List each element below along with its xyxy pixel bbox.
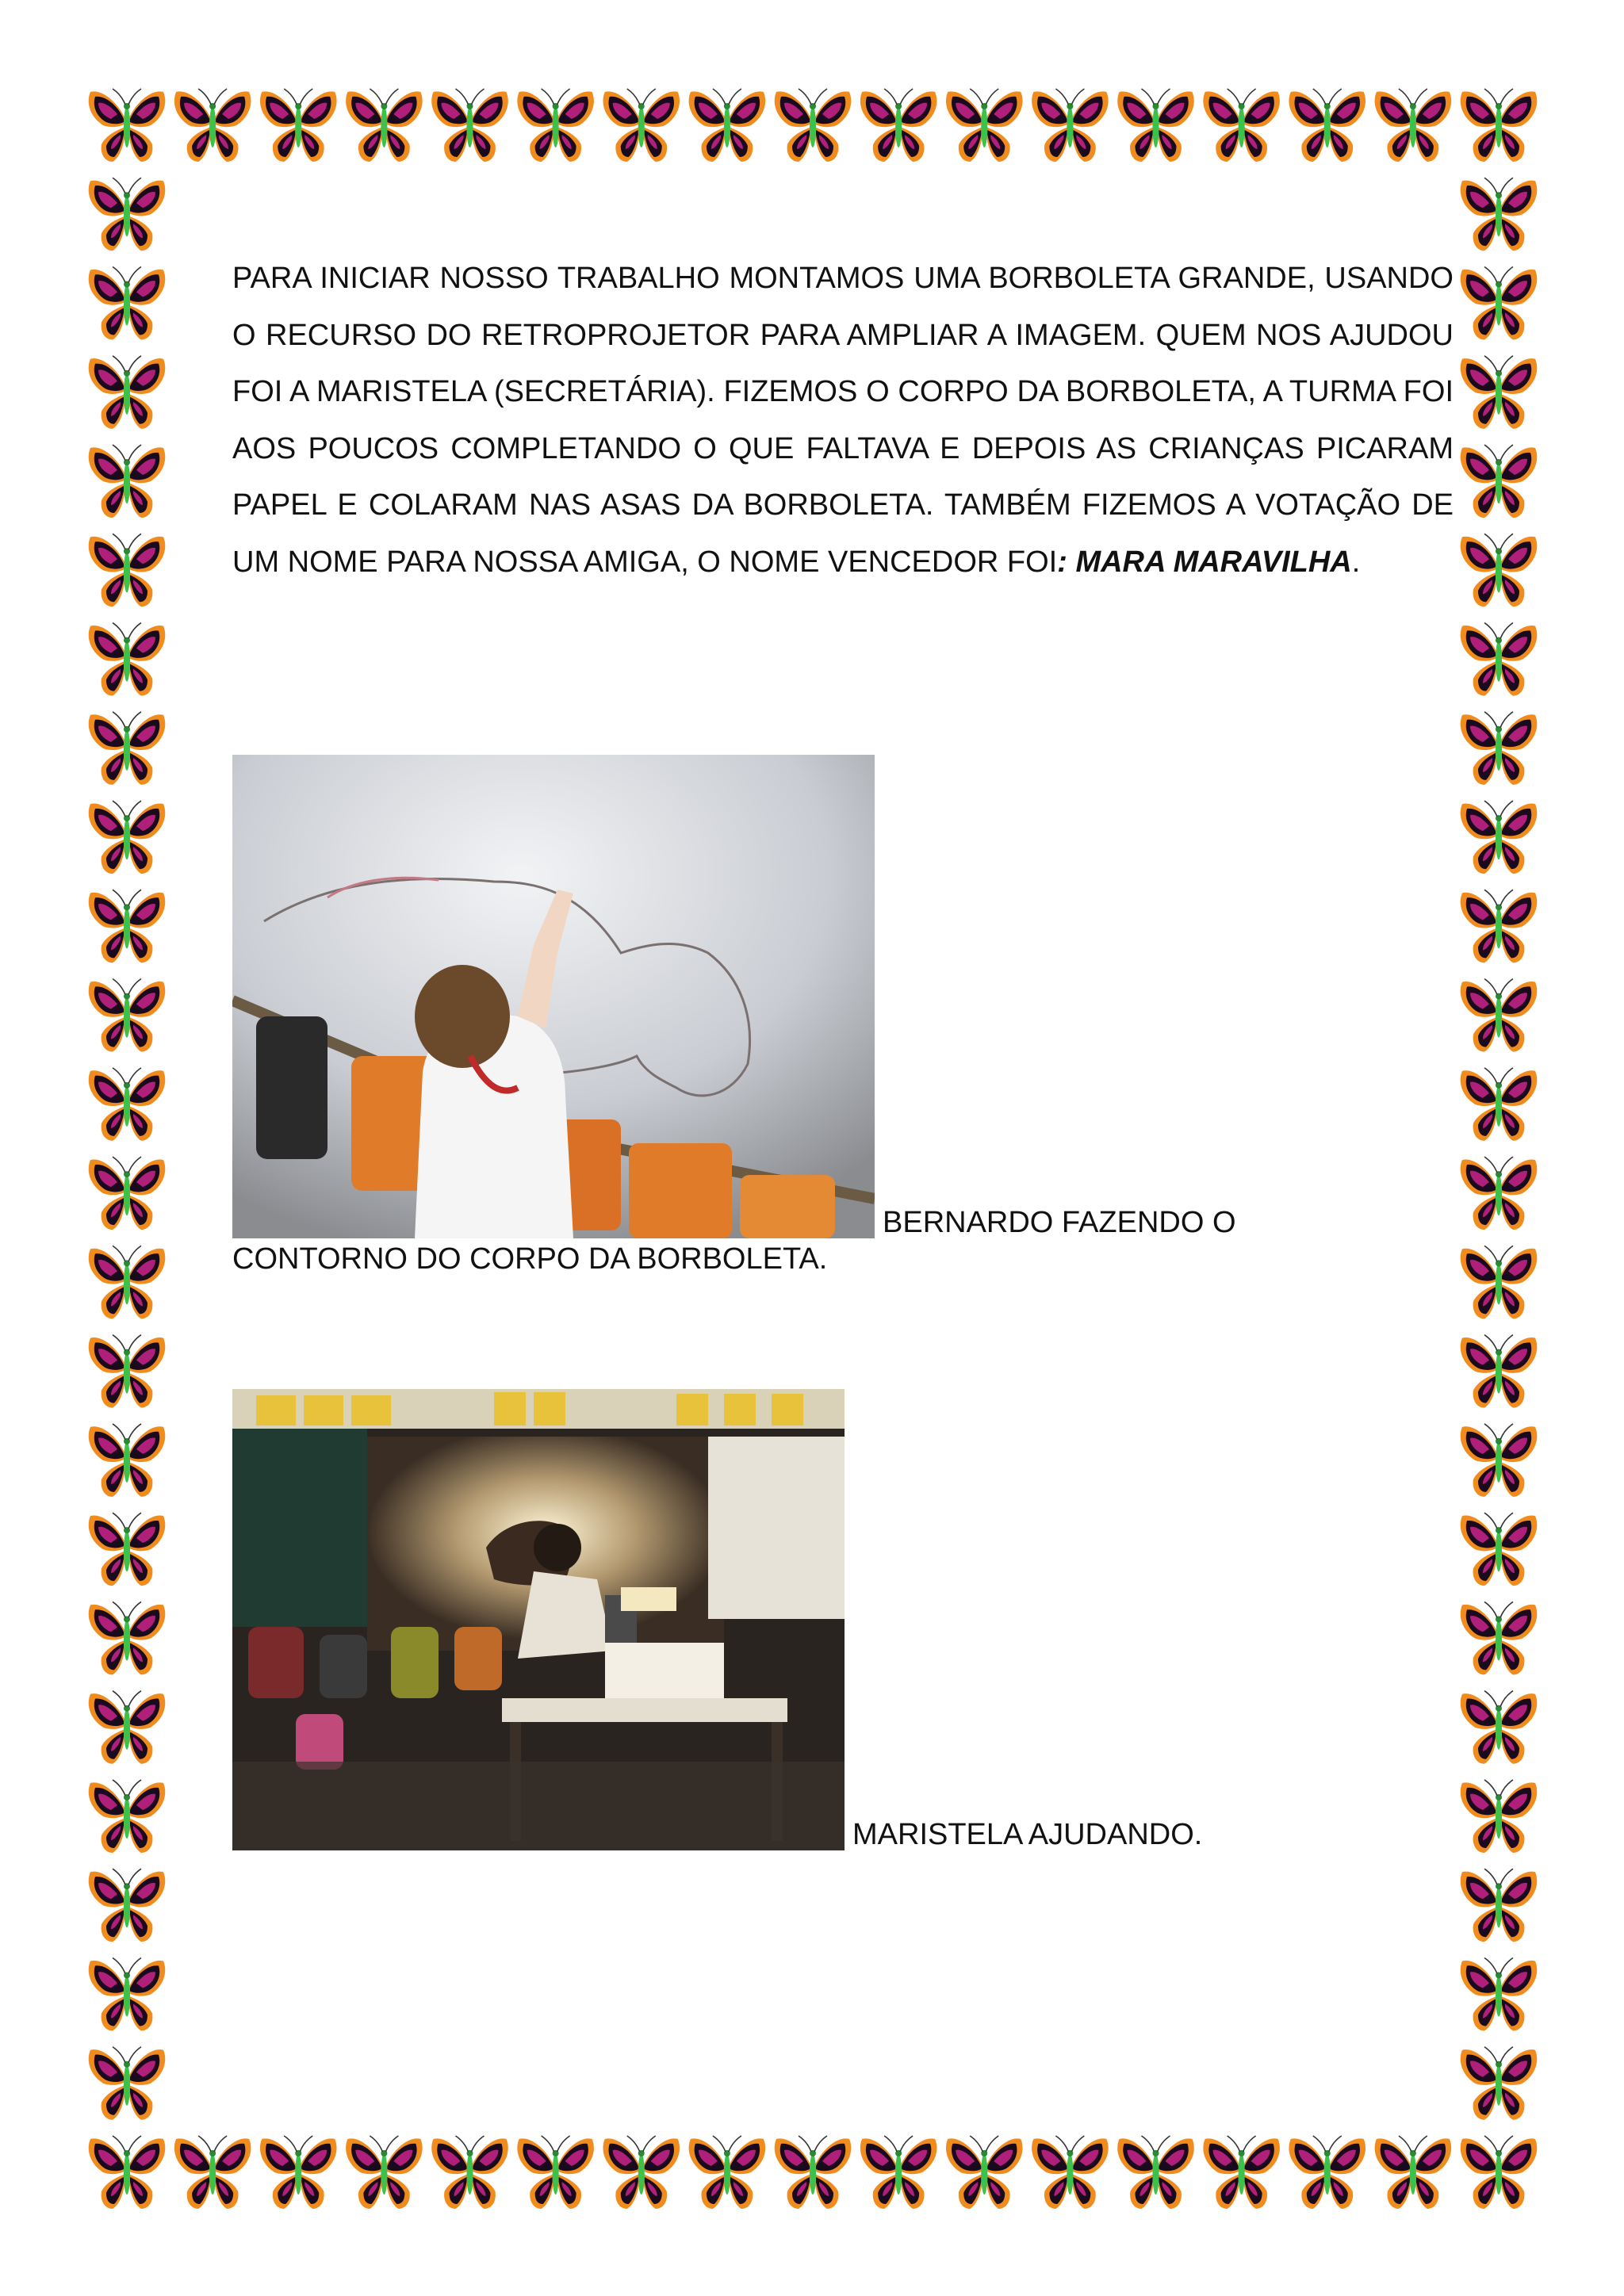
butterfly-icon xyxy=(1461,1068,1538,1141)
butterfly-icon xyxy=(89,890,166,962)
butterfly-icon xyxy=(1461,801,1538,874)
butterfly-icon xyxy=(89,356,166,429)
butterfly-icon xyxy=(260,2136,337,2209)
butterfly-icon xyxy=(1461,89,1538,162)
photo-block-bernardo xyxy=(232,755,1236,1275)
butterfly-icon xyxy=(1117,89,1194,162)
butterfly-icon xyxy=(860,2136,937,2209)
butterfly-icon xyxy=(89,1691,166,1764)
butterfly-icon xyxy=(1032,2136,1109,2209)
butterfly-icon xyxy=(260,89,337,162)
butterfly-icon xyxy=(89,1424,166,1497)
butterfly-icon xyxy=(1461,712,1538,785)
butterfly-icon xyxy=(1461,623,1538,696)
butterfly-icon xyxy=(1461,1957,1538,2030)
intro-text-block xyxy=(232,251,1454,591)
butterfly-icon xyxy=(1461,534,1538,607)
butterfly-icon xyxy=(1461,1691,1538,1764)
butterfly-icon xyxy=(89,1957,166,2030)
butterfly-icon xyxy=(174,89,251,162)
butterfly-icon xyxy=(946,2136,1023,2209)
butterfly-icon xyxy=(89,267,166,340)
butterfly-icon xyxy=(603,2136,680,2209)
butterfly-icon xyxy=(1289,89,1365,162)
butterfly-icon xyxy=(1461,1869,1538,1942)
butterfly-icon xyxy=(1461,1513,1538,1586)
butterfly-icon xyxy=(1461,1780,1538,1853)
butterfly-icon xyxy=(603,89,680,162)
butterfly-icon xyxy=(860,89,937,162)
butterfly-icon xyxy=(1375,2136,1452,2209)
butterfly-icon xyxy=(1461,890,1538,962)
intro-paragraph xyxy=(232,251,1454,591)
butterfly-icon xyxy=(1461,1335,1538,1408)
butterfly-icon xyxy=(1461,1246,1538,1318)
butterfly-name: : MARA MARAVILHA xyxy=(1057,545,1352,579)
butterfly-icon xyxy=(89,445,166,518)
butterfly-icon xyxy=(89,89,166,162)
butterfly-icon xyxy=(1203,89,1280,162)
butterfly-icon xyxy=(1461,178,1538,251)
butterfly-icon xyxy=(89,1335,166,1408)
butterfly-icon xyxy=(517,89,594,162)
butterfly-icon xyxy=(346,89,423,162)
butterfly-icon xyxy=(1461,2047,1538,2120)
butterfly-icon xyxy=(1032,89,1109,162)
butterfly-icon xyxy=(1461,979,1538,1052)
photo2-caption-inline: MARISTELA AJUDANDO. xyxy=(852,1818,1203,1851)
butterfly-icon xyxy=(689,2136,766,2209)
butterfly-icon xyxy=(346,2136,423,2209)
butterfly-icon xyxy=(1461,1424,1538,1497)
butterfly-icon xyxy=(89,1157,166,1230)
butterfly-icon xyxy=(89,1068,166,1141)
butterfly-icon xyxy=(1461,356,1538,429)
butterfly-icon xyxy=(1117,2136,1194,2209)
butterfly-icon xyxy=(689,89,766,162)
intro-end: . xyxy=(1351,545,1361,579)
photo-maristela-projector xyxy=(232,1389,845,1850)
butterfly-icon xyxy=(89,1869,166,1942)
butterfly-icon xyxy=(89,1601,166,1674)
butterfly-icon xyxy=(89,623,166,696)
butterfly-icon xyxy=(89,2136,166,2209)
butterfly-icon xyxy=(775,2136,852,2209)
butterfly-icon xyxy=(431,2136,508,2209)
butterfly-icon xyxy=(89,2047,166,2120)
butterfly-icon xyxy=(89,801,166,874)
butterfly-icon xyxy=(775,89,852,162)
butterfly-icon xyxy=(89,1513,166,1586)
butterfly-icon xyxy=(89,979,166,1052)
butterfly-icon xyxy=(1461,1601,1538,1674)
photo1-caption-line: CONTORNO DO CORPO DA BORBOLETA. xyxy=(232,1242,828,1276)
butterfly-icon xyxy=(89,1780,166,1853)
butterfly-icon xyxy=(89,712,166,785)
photo-block-maristela xyxy=(232,1389,1202,1850)
butterfly-icon xyxy=(1375,89,1452,162)
butterfly-icon xyxy=(1461,1157,1538,1230)
butterfly-icon xyxy=(89,1246,166,1318)
butterfly-icon xyxy=(1461,445,1538,518)
butterfly-icon xyxy=(946,89,1023,162)
butterfly-icon xyxy=(174,2136,251,2209)
butterfly-icon xyxy=(89,178,166,251)
photo-bernardo-tracing xyxy=(232,755,875,1238)
butterfly-icon xyxy=(89,534,166,607)
photo1-caption-inline: BERNARDO FAZENDO O xyxy=(883,1206,1236,1239)
butterfly-icon xyxy=(1461,2136,1538,2209)
butterfly-icon xyxy=(1461,267,1538,340)
butterfly-icon xyxy=(517,2136,594,2209)
butterfly-icon xyxy=(1289,2136,1365,2209)
butterfly-icon xyxy=(431,89,508,162)
intro-text: PARA INICIAR NOSSO TRABALHO MONTAMOS UMA BORBOLETA GRANDE, USANDO O RECURSO DO RETROPROJETOR PARA AMPLIAR A IMAGEM. QUEM NOS AJUDOU FOI A MARISTELA (SECRETÁRIA). FIZEMOS O CORPO DA BORBOLETA, A TURMA FOI AOS POUCOS COMPLETANDO O QUE FALTAVA E DEPOIS AS CRIANÇAS PICARAM PAPEL E COLARAM NAS ASAS DA BORBOLETA. TAMBÉM FIZEMOS A VOTAÇÃO DE UM NOME PARA NOSSA AMIGA, O NOME VENCEDOR FOI xyxy=(232,262,1454,579)
butterfly-icon xyxy=(1203,2136,1280,2209)
